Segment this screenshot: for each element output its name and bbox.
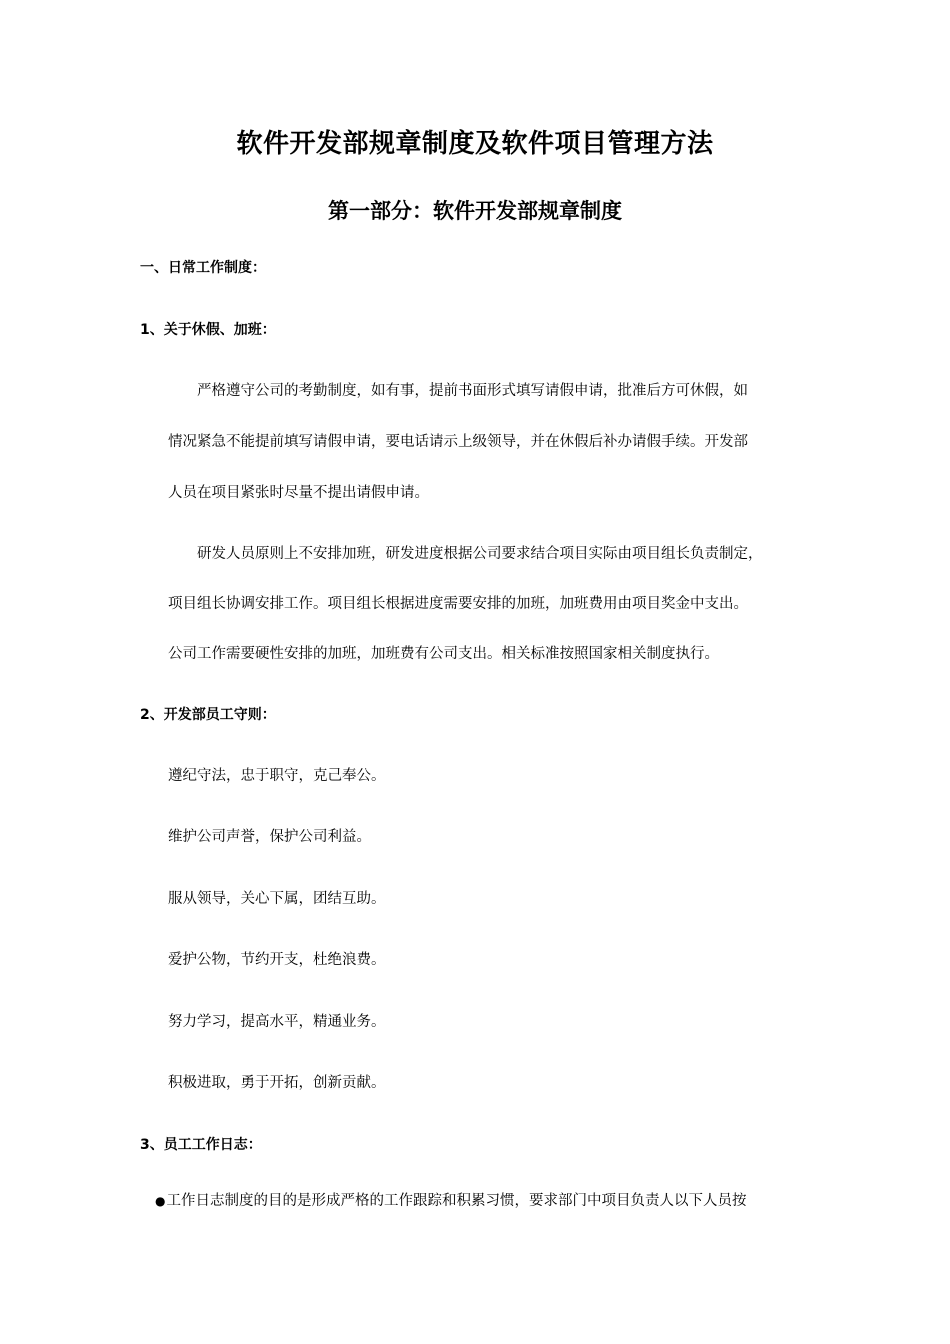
part-title: 第一部分：软件开发部规章制度 [328,199,622,223]
leave-paragraph-line: 人员在项目紧张时尽量不提出请假申请。 [168,485,429,501]
section-heading-daily-work: 一、日常工作制度： [140,260,266,276]
rule-item: 维护公司声誉，保护公司利益。 [168,829,371,845]
leave-paragraph-line: 情况紧急不能提前填写请假申请，要电话请示上级领导，并在休假后补办请假手续。开发部 [168,434,748,450]
subsection-heading-employee-rules: 2、开发部员工守则： [140,707,276,723]
rule-item: 积极进取，勇于开拓，创新贡献。 [168,1075,386,1091]
rule-item: 努力学习，提高水平，精通业务。 [168,1014,386,1030]
document-title: 软件开发部规章制度及软件项目管理方法 [236,129,714,159]
subsection-heading-leave-overtime: 1、关于休假、加班： [140,322,276,338]
leave-paragraph-line: 严格遵守公司的考勤制度，如有事，提前书面形式填写请假申请，批准后方可休假，如 [197,383,748,399]
rule-item: 服从领导，关心下属，团结互助。 [168,891,386,907]
bullet-dot-icon: ● [155,1194,166,1208]
overtime-paragraph-line: 研发人员原则上不安排加班，研发进度根据公司要求结合项目实际由项目组长负责制定， [197,546,763,562]
overtime-paragraph-line: 公司工作需要硬性安排的加班，加班费有公司支出。相关标准按照国家相关制度执行。 [168,646,719,662]
worklog-text: 工作日志制度的目的是形成严格的工作跟踪和积累习惯，要求部门中项目负责人以下人员按 [166,1193,747,1209]
subsection-heading-work-log: 3、员工工作日志： [140,1137,262,1153]
rule-item: 遵纪守法，忠于职守，克己奉公。 [168,768,386,784]
worklog-bullet-item [155,1190,746,1212]
overtime-paragraph-line: 项目组长协调安排工作。项目组长根据进度需要安排的加班，加班费用由项目奖金中支出。 [168,596,748,612]
rule-item: 爱护公物，节约开支，杜绝浪费。 [168,952,386,968]
